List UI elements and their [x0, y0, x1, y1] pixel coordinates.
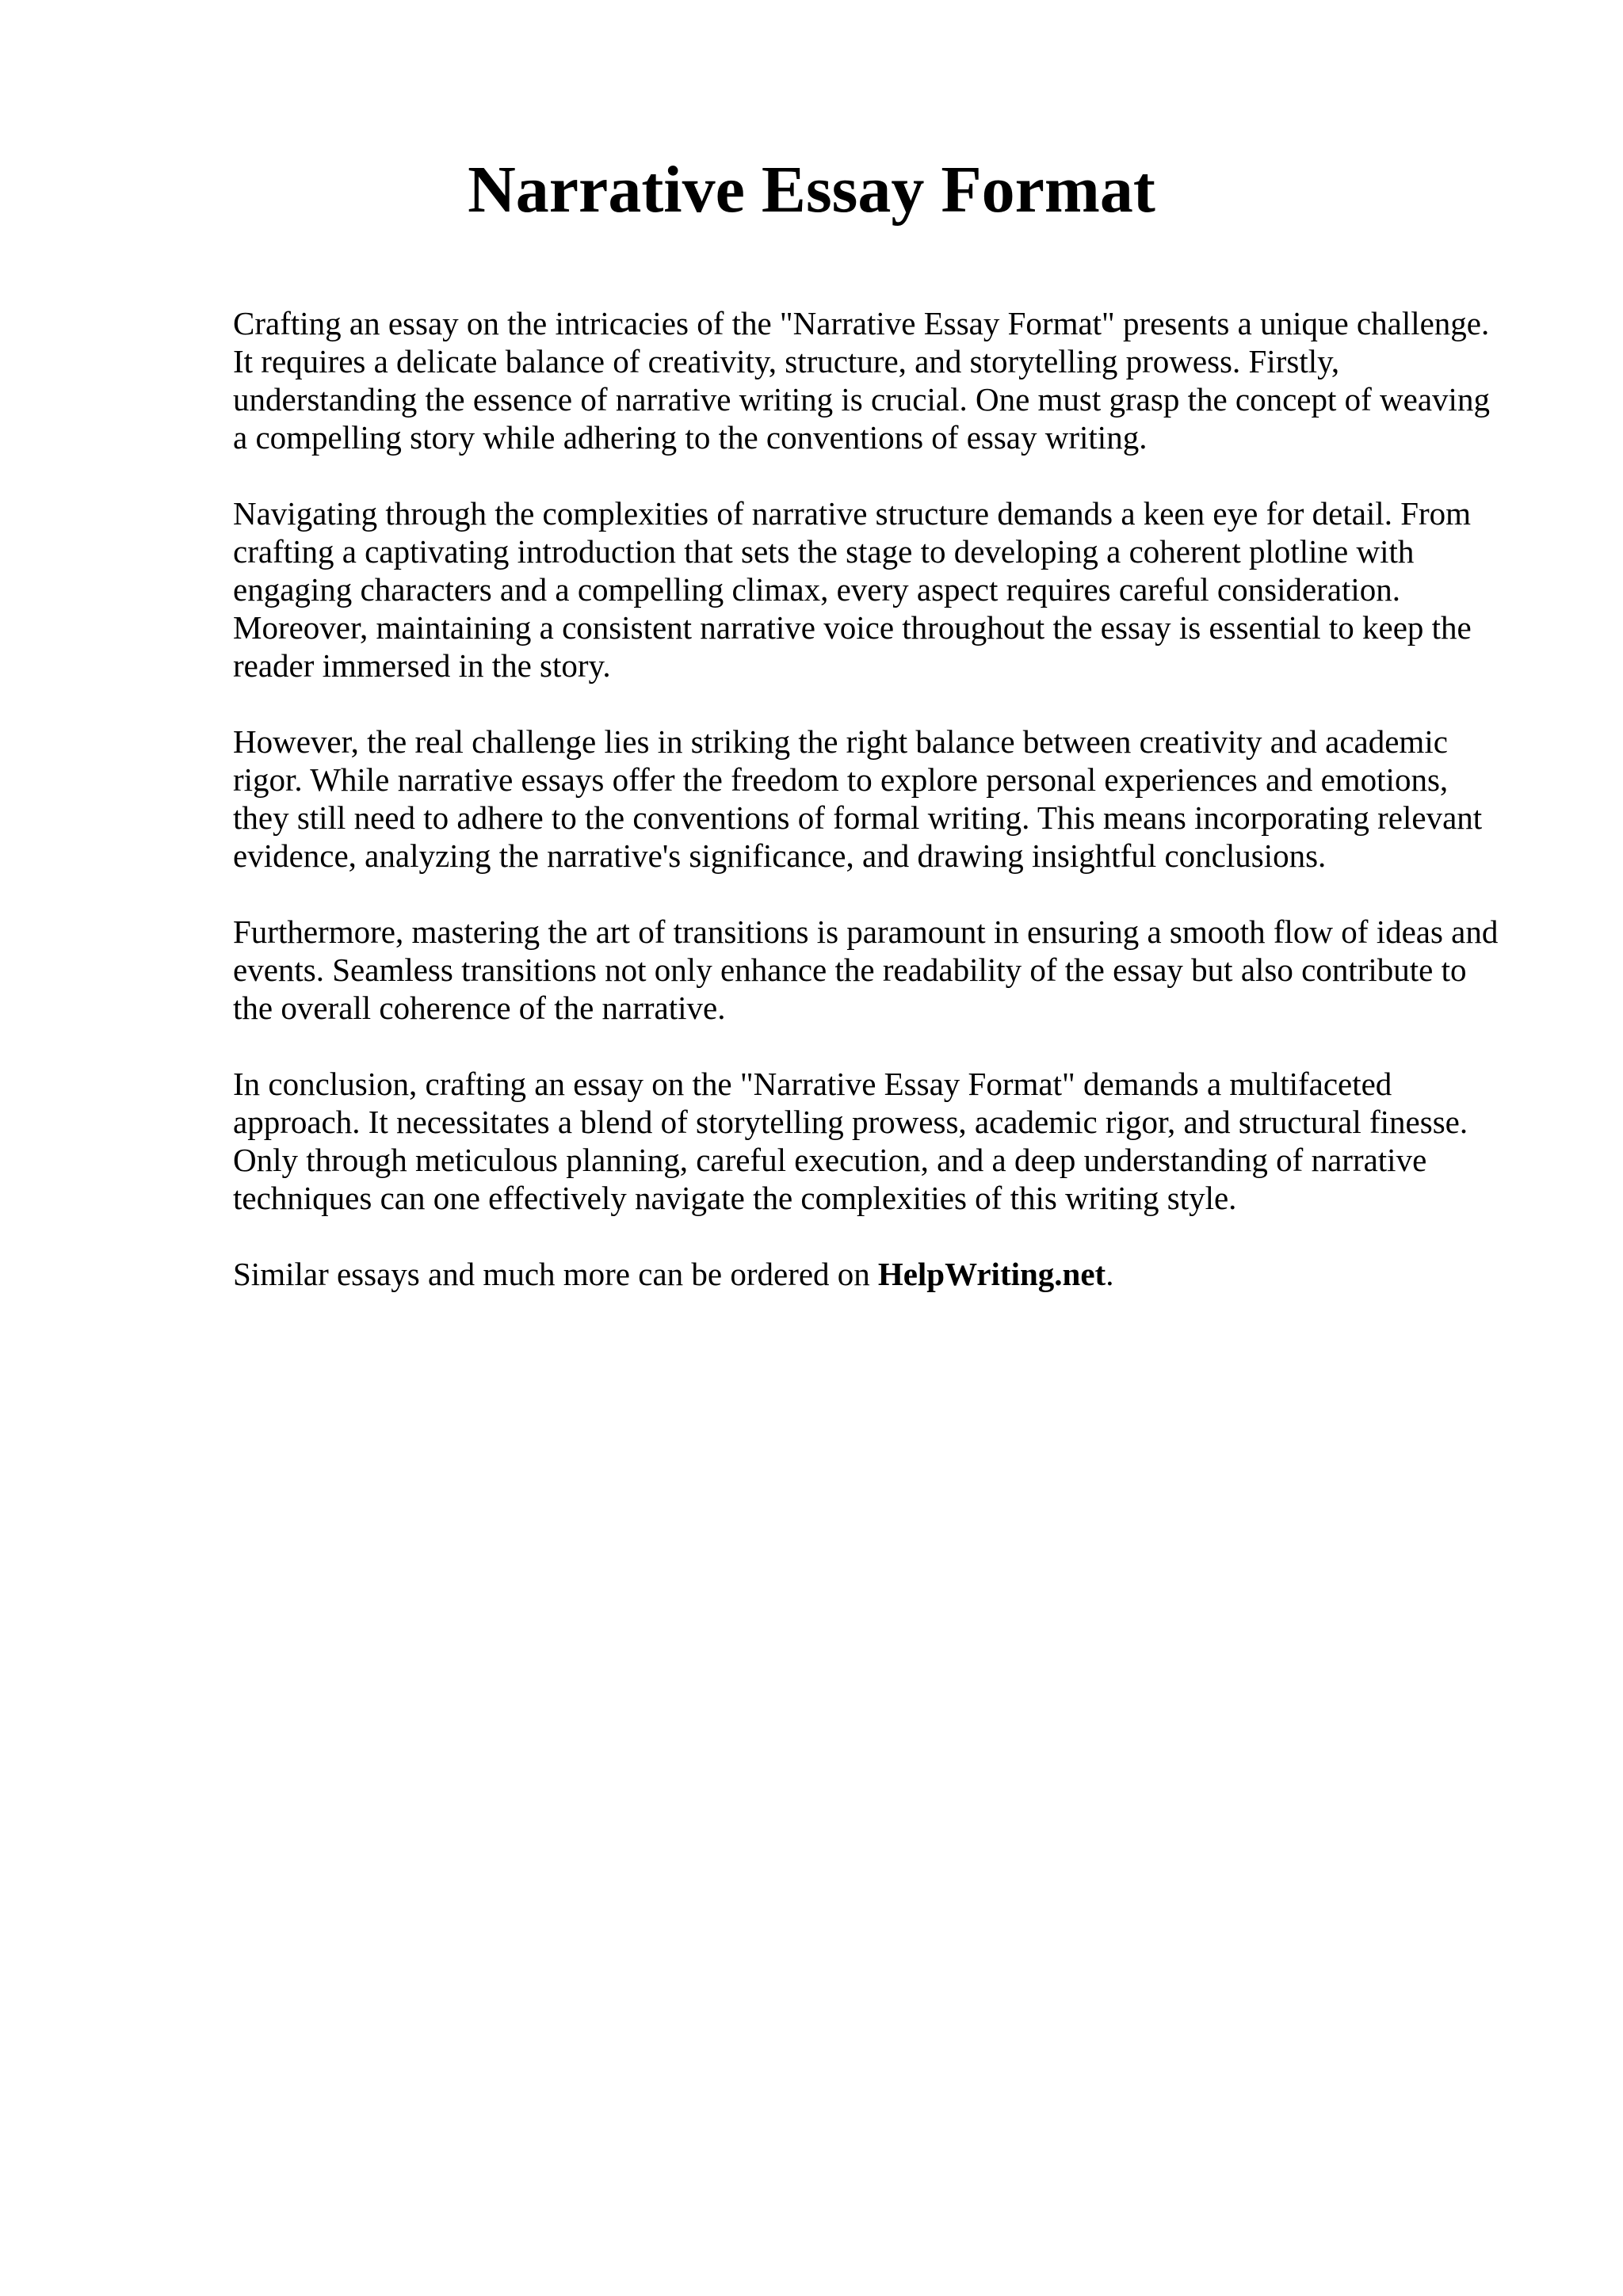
page-title: Narrative Essay Format — [468, 153, 1155, 227]
text-line: engaging characters and a compelling climax, every aspect requires careful consideration. — [233, 571, 1401, 608]
brand-link[interactable]: HelpWriting.net — [877, 1256, 1106, 1292]
paragraph-5 — [233, 1065, 1533, 1217]
text-line: understanding the essence of narrative writing is crucial. One must grasp the concept of weaving — [233, 381, 1490, 418]
text-line: crafting a captivating introduction that sets the stage to developing a coherent plotline with — [233, 533, 1415, 570]
text-line: In conclusion, crafting an essay on the "Narrative Essay Format" demands a multifaceted — [233, 1066, 1392, 1102]
text-line: Navigating through the complexities of narrative structure demands a keen eye for detail. From — [233, 495, 1472, 532]
paragraph-1 — [233, 304, 1533, 456]
text-line: rigor. While narrative essays offer the freedom to explore personal experiences and emotions, — [233, 761, 1449, 798]
text-line: approach. It necessitates a blend of storytelling prowess, academic rigor, and structural finesse. — [233, 1104, 1468, 1140]
text-line: It requires a delicate balance of creativity, structure, and storytelling prowess. Firstly, — [233, 343, 1340, 379]
text-line: events. Seamless transitions not only enhance the readability of the essay but also contribute to — [233, 952, 1467, 988]
essay-body — [233, 304, 1533, 1293]
promo-text: Similar essays and much more can be ordered on — [233, 1256, 870, 1292]
text-line: evidence, analyzing the narrative's significance, and drawing insightful conclusions. — [233, 837, 1327, 874]
text-line: they still need to adhere to the conventions of formal writing. This means incorporating relevant — [233, 799, 1483, 836]
text-line: However, the real challenge lies in striking the right balance between creativity and academic — [233, 723, 1448, 760]
text-line: Moreover, maintaining a consistent narrative voice throughout the essay is essential to keep the — [233, 609, 1472, 646]
text-line: techniques can one effectively navigate the complexities of this writing style. — [233, 1180, 1237, 1216]
text-line: Only through meticulous planning, careful execution, and a deep understanding of narrative — [233, 1142, 1427, 1178]
text-line: a compelling story while adhering to the conventions of essay writing. — [233, 419, 1148, 456]
paragraph-4 — [233, 913, 1533, 1027]
text-line: the overall coherence of the narrative. — [233, 990, 726, 1026]
text-line: reader immersed in the story. — [233, 647, 611, 684]
promo-suffix: . — [1106, 1256, 1114, 1292]
paragraph-2 — [233, 494, 1533, 685]
paragraph-3 — [233, 723, 1533, 875]
promo-line — [233, 1255, 1533, 1293]
text-line: Furthermore, mastering the art of transitions is paramount in ensuring a smooth flow of ideas and — [233, 913, 1499, 950]
text-line: Crafting an essay on the intricacies of the "Narrative Essay Format" presents a unique challenge. — [233, 305, 1490, 341]
